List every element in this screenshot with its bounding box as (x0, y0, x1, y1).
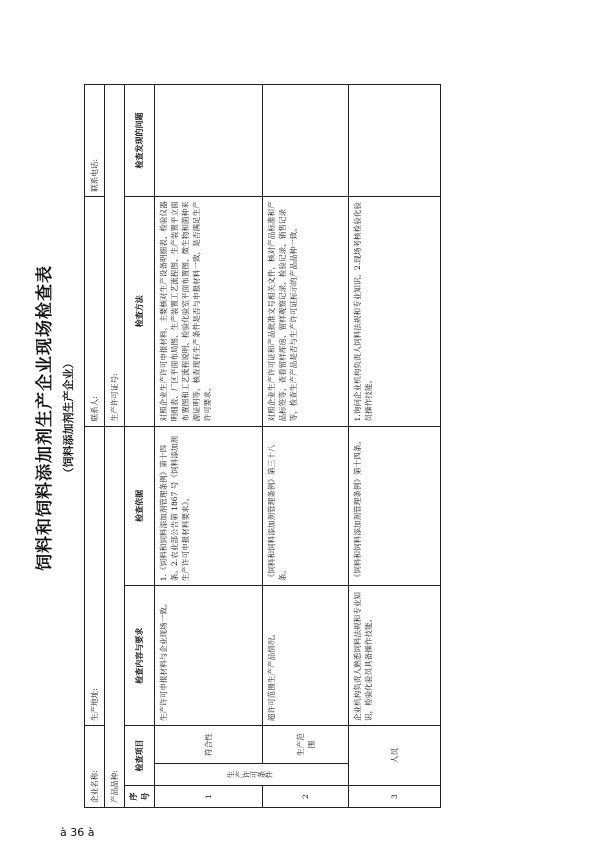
row-basis: 《饲料和饲料添加剂管理条例》第十四条。 (349, 426, 441, 586)
row-item: 人员 (349, 726, 441, 786)
header-problems: 检查发现的问题 (125, 85, 155, 197)
row-basis: 《饲料和饲料添加剂管理条例》第三十八条。 (263, 426, 349, 586)
row-item: 生产范围 (263, 726, 349, 764)
page-subtitle: （饲料添加剂生产企业） (62, 357, 75, 479)
group-label-cell (155, 764, 349, 786)
row-number: 1 (155, 786, 263, 808)
row-basis: 1.《饲料和饲料添加剂管理条例》第十四条。2.农业部公告第 1867 号《饲料添加剂生产许可申报材料要求》。 (155, 426, 263, 586)
row-problems (155, 85, 263, 197)
row-number: 3 (349, 786, 441, 808)
row-content: 超许可范围生产产品情况。 (263, 586, 349, 726)
group-label: 生产许可条件 (227, 770, 273, 780)
table-row (263, 85, 349, 808)
row-number: 2 (263, 786, 349, 808)
row-problems (263, 85, 349, 197)
info-row-2 (105, 85, 125, 808)
company-label: 企业名称: (85, 726, 105, 808)
header-row (125, 85, 155, 808)
info-row-1 (85, 85, 105, 808)
product-label: 产品品种: (105, 426, 125, 807)
header-item: 检查项目 (125, 726, 155, 786)
contact-label: 联系人: (85, 196, 105, 426)
header-content: 检查内容与要求 (125, 586, 155, 726)
row-problems (349, 85, 441, 197)
header-basis: 检查依据 (125, 426, 155, 586)
row-method: 1.询问企业机构负责人饲料法规和专业知识。2.现场考核检验化验员操作技能。 (349, 196, 441, 426)
header-method: 检查方法 (125, 196, 155, 426)
row-method: 对照企业生产许可申报材料，主要核对生产设备明细表、检验仪器明细表、厂区平面布局图、生产装置工艺流程图、生产装置平立面布置图和工艺流程说明、检验化验室平面布置图、微生物和菌种来源证明等，核查现有生产条件是否与申报材料一致，是否满足生产许可要求。 (155, 196, 263, 426)
table-row (155, 85, 263, 808)
row-method: 对照企业生产许可证和产品批准文号相关文件，核对产品标准和产品标签等，查看留样库房、留样观察记录、检验记录、销售记录等，检查生产产品是否与生产许可证标示的产品品种一致。 (263, 196, 349, 426)
table-row (349, 85, 441, 808)
row-content: 生产许可申报材料与企业现场一致。 (155, 586, 263, 726)
page-title: 饲料和饲料添加剂生产企业现场检查表 (35, 265, 55, 571)
license-label: 生产许可证号: (105, 85, 125, 427)
phone-label: 联系电话: (85, 85, 105, 197)
row-item: 符合性 (155, 726, 263, 764)
header-no: 序号 (125, 786, 155, 808)
page-number: à 36 à (60, 826, 95, 839)
address-label: 生产地址: (85, 426, 105, 726)
row-content: 企业机构负责人熟悉饲料法规和专业知识，检验化验员具备操作技能。 (349, 586, 441, 726)
inspection-table (84, 84, 441, 808)
